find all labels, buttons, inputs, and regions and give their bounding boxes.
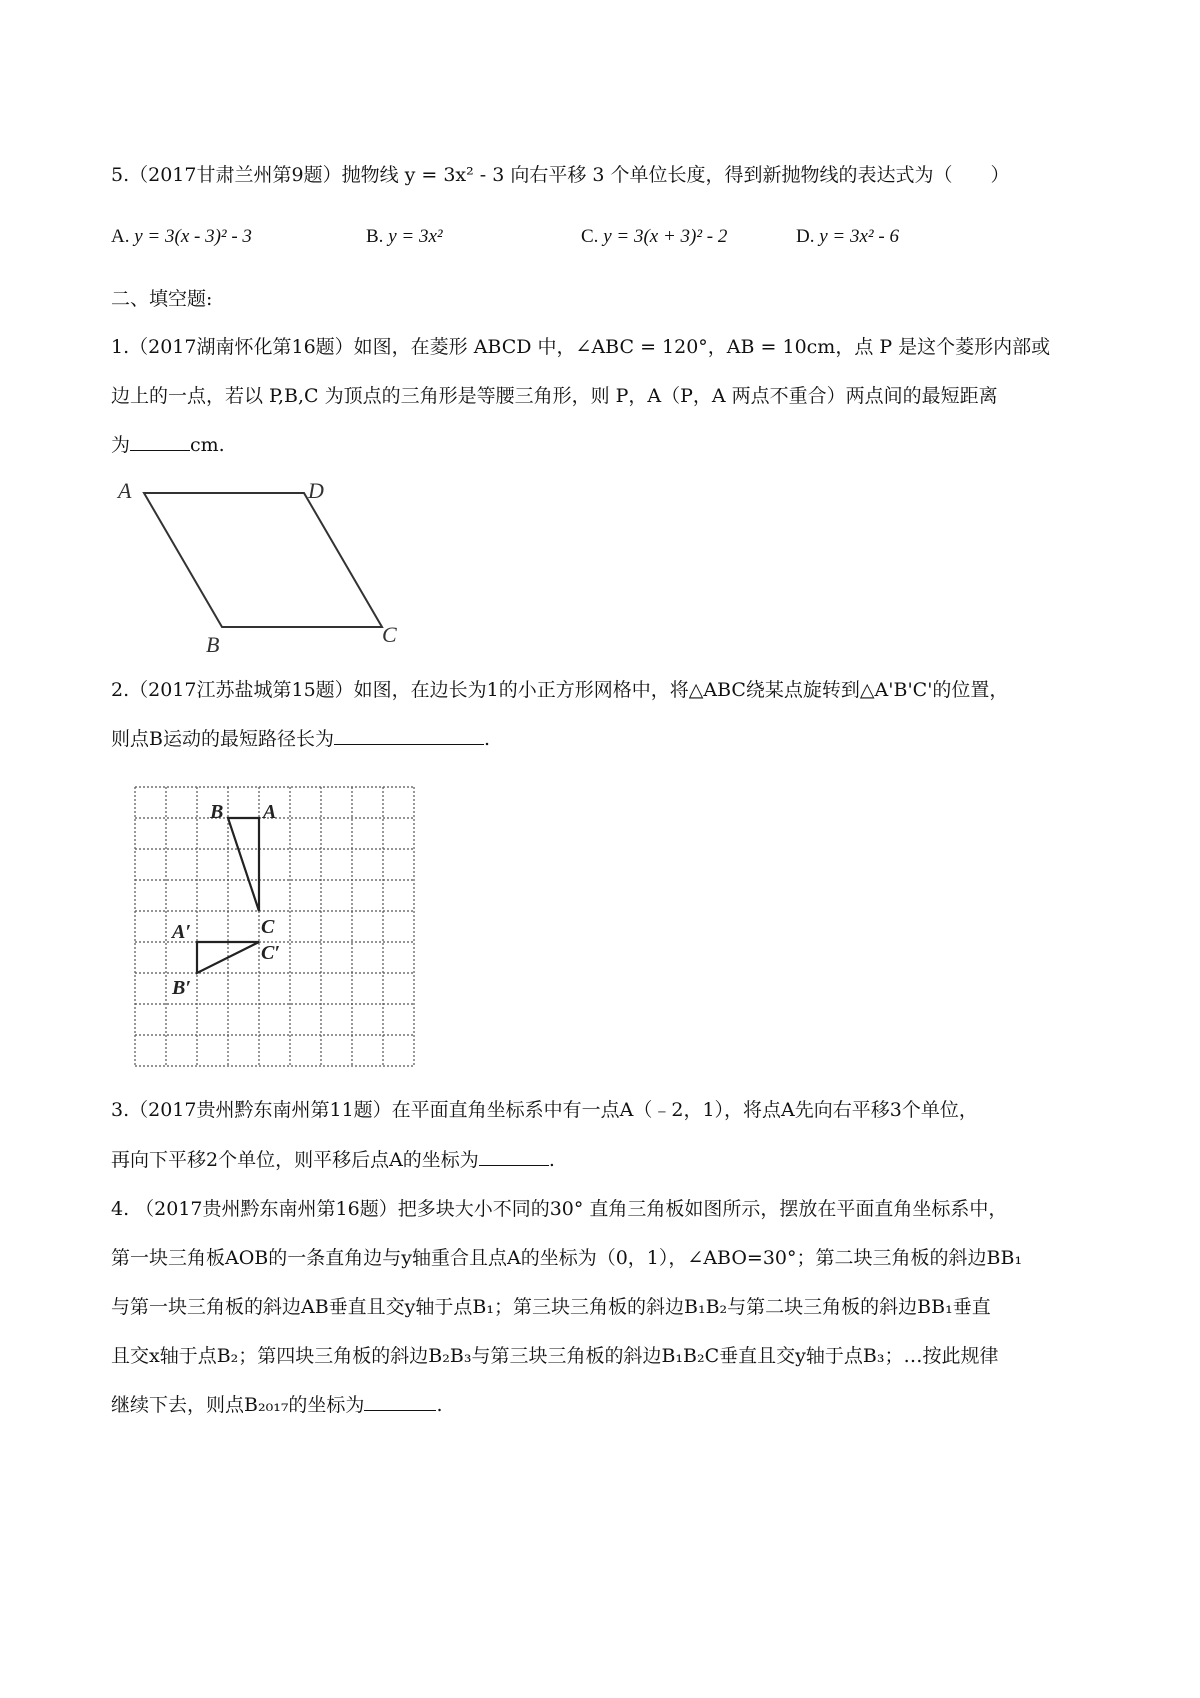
fill-q3-line1: 3.（2017贵州黔东南州第11题）在平面直角坐标系中有一点A（﹣2，1），将点A先向右平移3个单位，: [111, 1099, 978, 1121]
label-d: D: [308, 478, 324, 503]
fill-q4-line4: 且交x轴于点B₂；第四块三角板的斜边B₂B₃与第三块三角板的斜边B₁B₂C垂直且交y轴于点B₃；…按此规律: [111, 1345, 999, 1367]
label-b: B: [206, 632, 220, 655]
q5-option-c[interactable]: C. y = 3(x + 3)² - 2: [581, 226, 728, 247]
fill-q4-line2: 第一块三角板AOB的一条直角边与y轴重合且点A的坐标为（0，1），∠ABO=30°；第二块三角板的斜边BB₁: [111, 1247, 1023, 1269]
label-b-prime: B′: [172, 977, 191, 999]
label-c: C: [382, 622, 397, 647]
label-a: A: [118, 478, 132, 503]
fill-q2-answer-blank[interactable]: [334, 726, 484, 745]
fill-q2-line1: 2.（2017江苏盐城第15题）如图，在边长为1的小正方形网格中，将△ABC绕某点旋转到△A'B'C'的位置，: [111, 679, 1009, 701]
label-c: C: [261, 916, 275, 938]
q5-option-b[interactable]: B. y = 3x²: [366, 226, 443, 247]
fill-q1-line3: 为 cm.: [111, 434, 225, 456]
label-c-prime: C′: [261, 942, 280, 964]
grid-figure: [130, 782, 420, 1072]
fill-q3-answer-blank[interactable]: [479, 1147, 549, 1166]
q5-option-a[interactable]: A. y = 3(x - 3)² - 3: [111, 226, 252, 247]
label-a: A: [263, 801, 277, 823]
fill-q4-line3: 与第一块三角板的斜边AB垂直且交y轴于点B₁；第三块三角板的斜边B₁B₂与第二块三角板的斜边BB₁垂直: [111, 1296, 991, 1318]
rhombus-figure: [110, 470, 410, 655]
fill-q4-line1: 4. （2017贵州黔东南州第16题）把多块大小不同的30° 直角三角板如图所示，摆放在平面直角坐标系中，: [111, 1198, 1008, 1220]
fill-q1-line2: 边上的一点，若以 P,B,C 为顶点的三角形是等腰三角形，则 P，A（P，A 两点不重合）两点间的最短距离: [111, 385, 998, 407]
q5-option-d[interactable]: D. y = 3x² - 6: [796, 226, 899, 247]
rhombus-abcd: [144, 493, 382, 627]
q5-stem: 5.（2017甘肃兰州第9题）抛物线 y = 3x² - 3 向右平移 3 个单位长度，得到新抛物线的表达式为（ ）: [111, 164, 1010, 186]
section-title: 二、填空题:: [111, 288, 213, 310]
fill-q4-line5: 继续下去，则点B₂₀₁₇的坐标为 .: [111, 1394, 443, 1416]
label-b: B: [210, 801, 224, 823]
fill-q4-answer-blank[interactable]: [364, 1392, 436, 1411]
fill-q3-line2: 再向下平移2个单位，则平移后点A的坐标为 .: [111, 1149, 555, 1171]
triangle-abc: [228, 818, 259, 911]
fill-q1-line1: 1.（2017湖南怀化第16题）如图，在菱形 ABCD 中，∠ABC = 120°，AB = 10cm，点 P 是这个菱形内部或: [111, 336, 1051, 358]
label-a-prime: A′: [172, 921, 191, 943]
fill-q1-answer-blank[interactable]: [130, 432, 190, 451]
fill-q2-line2: 则点B运动的最短路径长为 .: [111, 728, 491, 750]
